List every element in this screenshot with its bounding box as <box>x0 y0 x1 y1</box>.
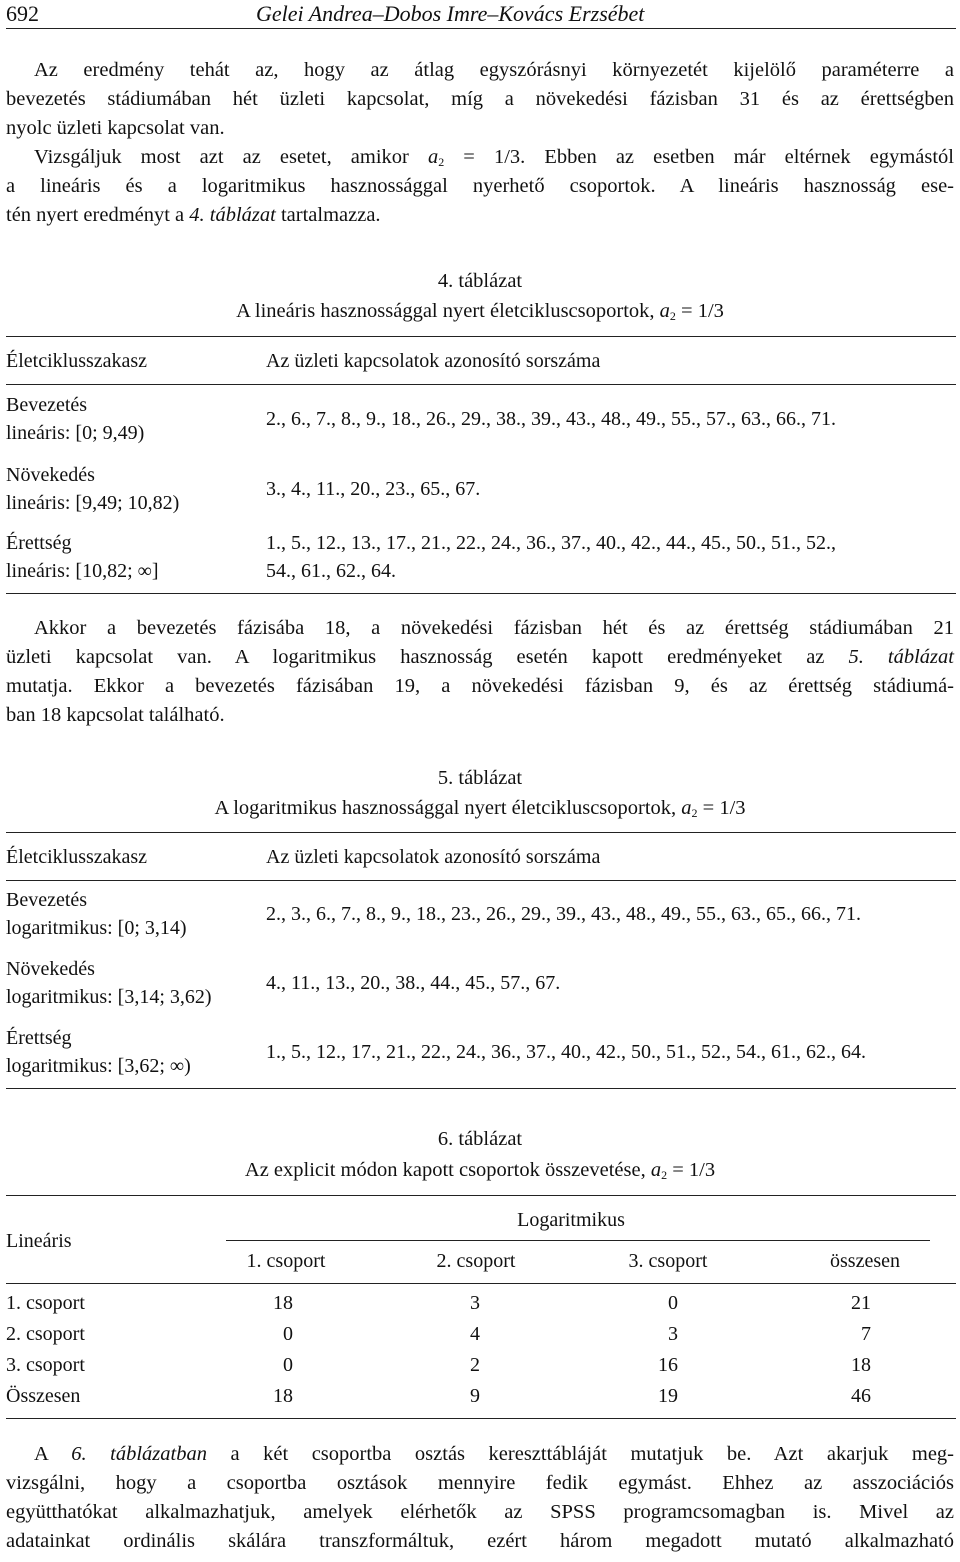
table5-row-range: logaritmikus: [3,14; 3,62) <box>6 986 212 1008</box>
table6-group-rule <box>226 1240 930 1241</box>
table4-label <box>0 266 960 296</box>
table5-head-stage: Életciklusszakasz <box>6 846 148 868</box>
table6-row-label: 3. csoport <box>6 1354 85 1376</box>
paragraph-line: mutatja. Ekkor a bevezetés fázisában 19, a növekedési fázisban 9, és az érettség stádiumá- <box>6 675 954 697</box>
table6-cell: 4 <box>470 1323 480 1345</box>
paragraph-line: a lineáris és a logaritmikus hasznossággal nyerhető csoportok. A lineáris hasznosság ese- <box>6 175 954 197</box>
table6-row-label: 1. csoport <box>6 1292 85 1314</box>
table4-row-range: lineáris: [9,49; 10,82) <box>6 492 180 514</box>
table-reference: 6. táblázatban <box>71 1443 207 1465</box>
paragraph-line: bevezetés stádiumában hét üzleti kapcsolat, míg a növekedési fázisban 31 és az érettségben <box>6 88 954 110</box>
table4-row-range: lineáris: [0; 9,49) <box>6 422 145 444</box>
table6-col-header: 1. csoport <box>246 1250 326 1272</box>
table6-col-header: összesen <box>830 1250 900 1272</box>
paragraph-line: ban 18 kapcsolat található. <box>6 704 225 726</box>
table5-head-rule <box>6 880 956 881</box>
paragraph-line: nyolc üzleti kapcsolat van. <box>6 117 225 139</box>
table6-cell: 3 <box>668 1323 678 1345</box>
paragraph-line: tén nyert eredményt a 4. táblázat tartalmazza. <box>6 204 381 226</box>
table4-row-range: lineáris: [10,82; ∞] <box>6 560 159 582</box>
table6-cell: 0 <box>283 1323 293 1345</box>
table6-col-header: 3. csoport <box>628 1250 708 1272</box>
paragraph-line: Akkor a bevezetés fázisába 18, a növekedési fázisban hét és az érettség stádiumában 21 <box>34 617 954 639</box>
table5-label <box>0 763 960 793</box>
table4-head-ids: Az üzleti kapcsolatok azonosító sorszáma <box>266 350 601 372</box>
paragraph-line: A 6. táblázatban a két csoportba osztás kereszttábláját mutatjuk be. Azt akarjuk meg- <box>34 1443 954 1465</box>
running-head-authors: Gelei Andrea–Dobos Imre–Kovács Erzsébet <box>256 1 645 26</box>
table6-cell: 18 <box>273 1292 293 1314</box>
table6-bottom-rule <box>6 1418 956 1419</box>
table6-cell: 18 <box>851 1354 871 1376</box>
table4-title: A lineáris hasznossággal nyert életcikluscsoportok, $a_2 = 1/3$ <box>236 300 724 323</box>
paragraph-4 <box>6 1440 954 1556</box>
table4-top-rule <box>6 336 956 337</box>
table5-row-stage: Érettség <box>6 1027 72 1049</box>
table6-title: Az explicit módon kapott csoportok összevetése, $a_2 = 1/3$ <box>244 1159 716 1182</box>
table6-cell: 3 <box>470 1292 480 1314</box>
table5-row-ids: 2., 3., 6., 7., 8., 9., 18., 23., 26., 29., 39., 43., 48., 49., 55., 63., 65., 66., 71. <box>266 903 861 925</box>
table6-cell: 9 <box>470 1385 480 1407</box>
table6-cell: 7 <box>861 1323 871 1345</box>
table6-top-rule <box>6 1195 956 1196</box>
paragraph-line: vizsgálni, hogy a csoportba osztások mennyire fedik egymást. Ehhez az asszociációs <box>6 1472 954 1494</box>
table4-bottom-rule <box>6 593 956 594</box>
paragraph-1 <box>6 56 954 143</box>
paragraph-line: Az eredmény tehát az, hogy az átlag egyszórásnyi környezetét kijelölő paraméterre a <box>34 59 954 81</box>
table5-row-stage: Bevezetés <box>6 889 88 911</box>
table6-column-group: Logaritmikus <box>517 1209 625 1231</box>
table4-row-ids: 2., 6., 7., 8., 9., 18., 26., 29., 38., 39., 43., 48., 49., 55., 57., 63., 66., 71. <box>266 408 836 430</box>
table5-row-stage: Növekedés <box>6 958 95 980</box>
table6-cell: 16 <box>658 1354 678 1376</box>
table6-cell: 19 <box>658 1385 678 1407</box>
running-header <box>6 0 956 29</box>
table6-cell: 18 <box>273 1385 293 1407</box>
table6-cell: 2 <box>470 1354 480 1376</box>
table4-row-stage: Érettség <box>6 532 72 554</box>
paragraph-3 <box>6 614 954 730</box>
page-number: 692 <box>6 1 39 26</box>
table6-number: 6. táblázat <box>437 1128 523 1150</box>
table4-row-stage: Bevezetés <box>6 394 88 416</box>
table6-row-label: 2. csoport <box>6 1323 85 1345</box>
table4-row-ids-continued: 54., 61., 62., 64. <box>266 560 396 582</box>
table5-row-range: logaritmikus: [0; 3,14) <box>6 917 187 939</box>
table-reference: 4. táblázat <box>189 204 276 226</box>
table4-row-ids: 1., 5., 12., 13., 17., 21., 22., 24., 36., 37., 40., 42., 44., 45., 50., 51., 52., <box>266 532 836 554</box>
table5-title: A logaritmikus hasznossággal nyert életcikluscsoportok, $a_2 = 1/3$ <box>214 797 746 820</box>
table6-cell: 0 <box>668 1292 678 1314</box>
table5-bottom-rule <box>6 1088 956 1089</box>
table6-row-label: Összesen <box>6 1385 81 1407</box>
table6-cell: 0 <box>283 1354 293 1376</box>
table5-top-rule <box>6 832 956 833</box>
table4-row-ids: 3., 4., 11., 20., 23., 65., 67. <box>266 478 481 500</box>
table4-row-stage: Növekedés <box>6 464 95 486</box>
table6-label <box>0 1124 960 1154</box>
table5-head-ids: Az üzleti kapcsolatok azonosító sorszáma <box>266 846 601 868</box>
table-reference: 5. táblázat <box>848 646 954 668</box>
table6-head-rule <box>6 1283 956 1284</box>
table5-row-range: logaritmikus: [3,62; ∞) <box>6 1055 191 1077</box>
table4-number: 4. táblázat <box>437 270 523 292</box>
table4-head-stage: Életciklusszakasz <box>6 350 148 372</box>
table5-number: 5. táblázat <box>437 767 523 789</box>
table6-row-header: Lineáris <box>6 1230 72 1252</box>
table6-cell: 21 <box>851 1292 871 1314</box>
paragraph-2 <box>6 143 954 230</box>
table5-row-ids: 1., 5., 12., 17., 21., 22., 24., 36., 37., 40., 42., 50., 51., 52., 54., 61., 62., 64. <box>266 1041 866 1063</box>
table5-row-ids: 4., 11., 13., 20., 38., 44., 45., 57., 67. <box>266 972 561 994</box>
paragraph-line: adatainkat ordinális skálára transzformáltuk, ezért három megadott mutató alkalmazható <box>6 1530 954 1552</box>
table6-col-header: 2. csoport <box>436 1250 516 1272</box>
paragraph-line: együtthatókat alkalmazhatjuk, amelyek elérhetők az SPSS programcsomagban is. Mivel az <box>6 1501 954 1523</box>
table4-head-rule <box>6 384 956 385</box>
paragraph-line: üzleti kapcsolat van. A logaritmikus hasznosság esetén kapott eredményeket az 5. táblázat <box>6 646 954 668</box>
paragraph-line: Vizsgáljuk most azt az esetet, amikor $a_2 = 1/3$. Ebben az esetben már eltérnek egymástól <box>34 146 954 169</box>
table6-cell: 46 <box>851 1385 871 1407</box>
